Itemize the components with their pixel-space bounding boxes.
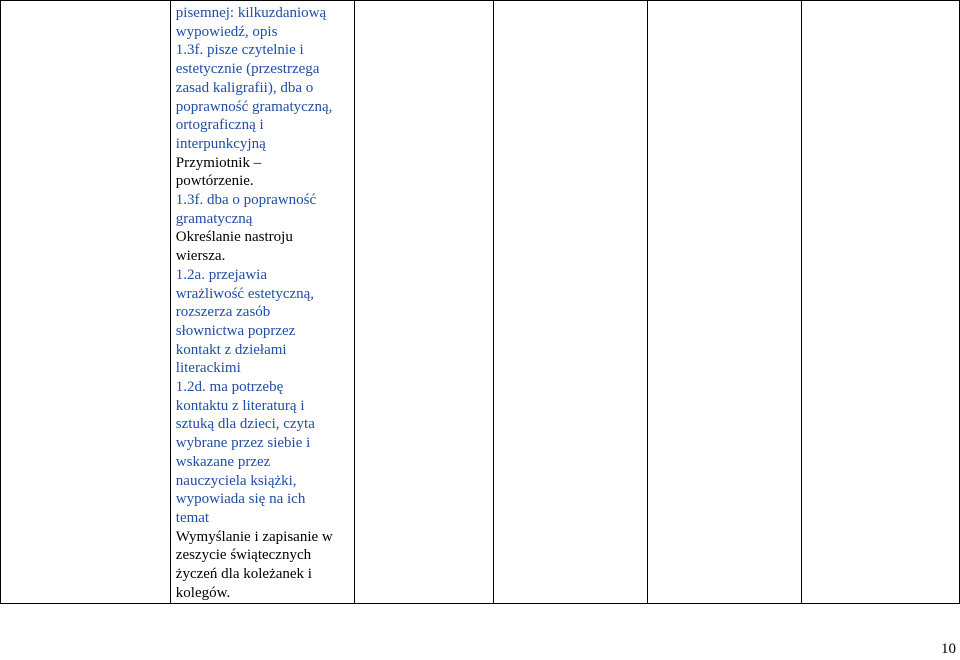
text-line: 1.3f. dba o poprawność — [175, 192, 317, 209]
text-line: poprawność gramatyczną, — [175, 98, 333, 115]
text-line: estetycznie (przestrzega — [175, 61, 320, 78]
text-line: słownictwa poprzez — [175, 322, 296, 339]
table-cell-empty — [354, 1, 493, 604]
table-cell-empty — [648, 1, 802, 604]
text-line: wrażliwość estetyczną, — [175, 285, 315, 302]
table-cell-empty — [493, 1, 648, 604]
table-cell-empty — [802, 1, 960, 604]
text-line: pisemnej: kilkuzdaniową — [175, 5, 327, 21]
text-line: wskazane przez — [175, 453, 271, 470]
table-cell-content — [170, 1, 354, 604]
page-number: 10 — [941, 641, 956, 657]
text-line: wybrane przez siebie i — [175, 435, 311, 452]
text-line: rozszerza zasób — [175, 304, 271, 321]
text-line: kolegów. — [175, 584, 231, 601]
text-line: kontaktu z literaturą i — [175, 397, 305, 414]
text-line: 1.3f. pisze czytelnie i — [175, 42, 304, 59]
text-line: Określanie nastroju — [175, 229, 293, 246]
text-line: powtórzenie. — [175, 173, 254, 190]
table-cell-empty — [1, 1, 171, 604]
text-line: 1.2d. ma potrzebę — [175, 379, 284, 396]
text-line: Wymyślanie i zapisanie w — [175, 528, 333, 545]
table-row — [1, 1, 960, 604]
cell-text-block — [171, 1, 354, 603]
text-line: temat — [175, 509, 210, 526]
text-line: nauczyciela książki, — [175, 472, 297, 489]
text-line: kontakt z dziełami — [175, 341, 287, 358]
text-line: życzeń dla koleżanek i — [175, 566, 312, 583]
text-line: ortograficzną i — [175, 117, 264, 134]
text-line: wypowiedź, opis — [175, 23, 278, 40]
text-line: Przymiotnik – — [175, 154, 262, 171]
text-line: wiersza. — [175, 248, 226, 265]
text-line: literackimi — [175, 360, 241, 377]
text-line: wypowiada się na ich — [175, 491, 306, 508]
text-line: zasad kaligrafii), dba o — [175, 79, 314, 96]
text-line: interpunkcyjną — [175, 135, 266, 152]
text-line: zeszycie świątecznych — [175, 547, 312, 564]
text-line: gramatyczną — [175, 210, 253, 227]
text-line: 1.2a. przejawia — [175, 266, 267, 283]
text-line: sztuką dla dzieci, czyta — [175, 416, 315, 433]
